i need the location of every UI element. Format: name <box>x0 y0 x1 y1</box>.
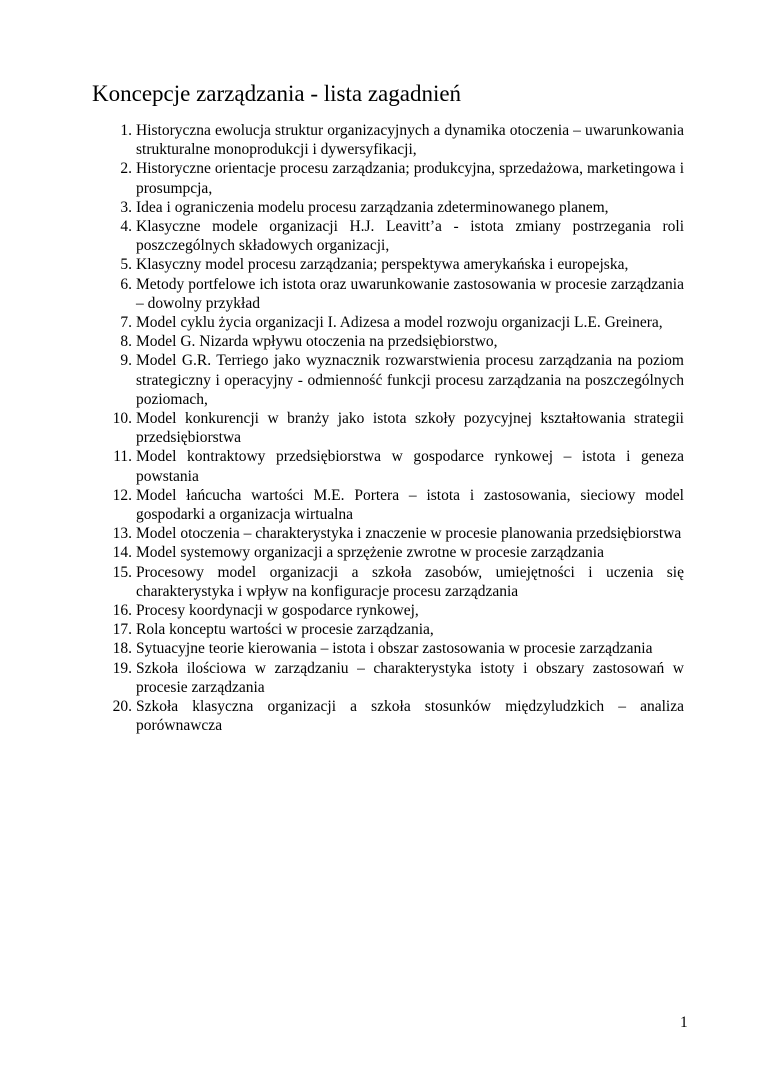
list-item <box>94 486 684 524</box>
list-item-number: 13. <box>112 525 132 543</box>
list-item <box>94 447 684 485</box>
list-item-number: 19. <box>112 659 132 677</box>
list-item <box>94 601 684 620</box>
list-item-text: Rola konceptu wartości w procesie zarządzania, <box>136 621 434 639</box>
list-item <box>94 275 684 313</box>
list-item <box>94 351 684 409</box>
list-item <box>94 198 684 217</box>
list-item-text: Model G.R. Terriego jako wyznacznik rozwarstwienia procesu zarządzania na poziom strategiczny i operacyjny - odmienność funkcji procesu zarządzania na poszczególnych poziomach, <box>136 352 684 408</box>
list-item <box>94 217 684 255</box>
list-item-number: 16. <box>112 602 132 620</box>
list-item <box>94 563 684 601</box>
list-item-number: 2. <box>120 160 132 178</box>
list-item-text: Model G. Nizarda wpływu otoczenia na przedsiębiorstwo, <box>136 333 498 351</box>
list-item-text: Klasyczny model procesu zarządzania; perspektywa amerykańska i europejska, <box>136 256 629 274</box>
list-item-number: 15. <box>112 563 132 581</box>
list-item <box>94 697 684 735</box>
list-item-number: 12. <box>112 486 132 504</box>
page-number: 1 <box>680 1014 688 1031</box>
list-item-text: Idea i ograniczenia modelu procesu zarządzania zdeterminowanego planem, <box>136 198 609 216</box>
list-item <box>94 121 684 159</box>
list-item-number: 10. <box>112 410 132 428</box>
list-item-text: Metody portfelowe ich istota oraz uwarunkowanie zastosowania w procesie zarządzania – dowolny przykład <box>136 275 684 312</box>
list-item <box>94 543 684 562</box>
topic-list <box>94 121 684 736</box>
list-item-text: Procesowy model organizacji a szkoła zasobów, umiejętności i uczenia się charakterystyka i wpływ na konfiguracje procesu zarządzania <box>136 563 684 600</box>
list-item <box>94 639 684 658</box>
list-item-text: Model systemowy organizacji a sprzężenie zwrotne w procesie zarządzania <box>136 544 604 562</box>
list-item-number: 3. <box>120 198 132 216</box>
list-item-number: 5. <box>120 256 132 274</box>
list-item-text: Szkoła klasyczna organizacji a szkoła stosunków międzyludzkich – analiza porównawcza <box>136 698 684 735</box>
list-item-text: Model łańcucha wartości M.E. Portera – istota i zastosowania, sieciowy model gospodarki a organizacja wirtualna <box>136 486 684 524</box>
list-item <box>94 313 684 332</box>
list-item-number: 1. <box>120 122 132 139</box>
list-item-number: 18. <box>112 640 132 658</box>
list-item-number: 7. <box>120 314 132 332</box>
list-item-text: Model konkurencji w branży jako istota szkoły pozycyjnej kształtowania strategii przedsiębiorstwa <box>136 410 684 447</box>
list-item-number: 8. <box>120 333 132 351</box>
list-item-text: Historyczna ewolucja struktur organizacyjnych a dynamika otoczenia – uwarunkowania strukturalne monoprodukcji i dywersyfikacji, <box>136 122 684 159</box>
list-item <box>94 659 684 697</box>
list-item <box>94 332 684 351</box>
list-item-number: 6. <box>120 275 132 293</box>
page-title: Koncepcje zarządzania - lista zagadnień <box>92 81 462 106</box>
list-item <box>94 159 684 197</box>
list-item-number: 17. <box>112 621 132 639</box>
list-item-text: Model otoczenia – charakterystyka i znaczenie w procesie planowania przedsiębiorstwa <box>136 525 682 543</box>
list-item-text: Sytuacyjne teorie kierowania – istota i obszar zastosowania w procesie zarządzania <box>136 640 653 658</box>
list-item <box>94 524 684 543</box>
list-item-number: 14. <box>112 544 132 562</box>
list-item <box>94 620 684 639</box>
list-item-number: 11. <box>113 448 132 466</box>
list-item-text: Klasyczne modele organizacji H.J. Leavitt’a - istota zmiany postrzegania roli poszczególnych składowych organizacji, <box>136 218 684 255</box>
list-item-text: Historyczne orientacje procesu zarządzania; produkcyjna, sprzedażowa, marketingowa i prosumpcja, <box>136 160 684 197</box>
list-item <box>94 255 684 274</box>
list-item-text: Model kontraktowy przedsiębiorstwa w gospodarce rynkowej – istota i geneza powstania <box>136 448 684 485</box>
list-item-text: Model cyklu życia organizacji I. Adizesa a model rozwoju organizacji L.E. Greinera, <box>136 314 663 332</box>
list-item-number: 9. <box>120 352 132 370</box>
list-item-number: 20. <box>112 698 132 716</box>
list-item-text: Procesy koordynacji w gospodarce rynkowej, <box>136 602 419 620</box>
list-item <box>94 409 684 447</box>
list-item-text: Szkoła ilościowa w zarządzaniu – charakterystyka istoty i obszary zastosowań w procesie zarządzania <box>136 659 684 696</box>
list-item-number: 4. <box>120 218 132 236</box>
